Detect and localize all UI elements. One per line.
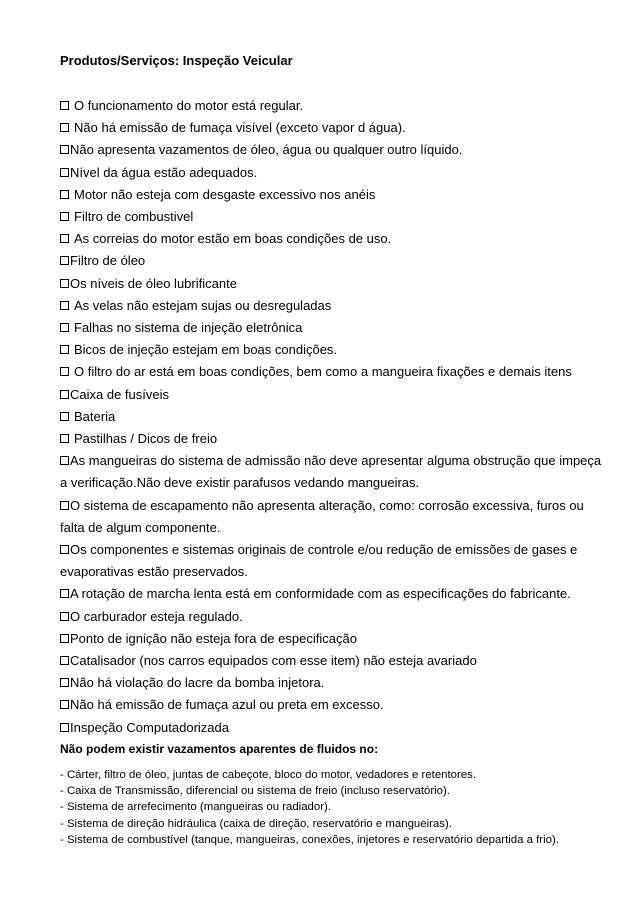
checklist-item-text: Os componentes e sistemas originais de controle e/ou redução de emissões de gases e evaporativas estão preservados. — [60, 542, 578, 580]
page-title: Produtos/Serviços: Inspeção Veicular — [60, 53, 293, 68]
checkbox-icon[interactable] — [60, 656, 69, 665]
checkbox-icon[interactable] — [60, 612, 69, 621]
checkbox-icon[interactable] — [60, 212, 69, 221]
checkbox-icon[interactable] — [60, 501, 69, 510]
checklist-item — [60, 250, 608, 272]
checkbox-icon[interactable] — [60, 589, 69, 598]
checklist-item-text: Inspeção Computadorizada — [70, 719, 229, 735]
checklist-item-text: Os níveis de óleo lubrificante — [70, 275, 237, 291]
checkbox-icon[interactable] — [60, 145, 69, 154]
checklist-item-text: As mangueiras do sistema de admissão não deve apresentar alguma obstrução que impeça a verificação.Não deve existir parafusos vedando mangueiras. — [60, 453, 602, 491]
leak-item: - Sistema de direção hidráulica (caixa de direção, reservatório e mangueiras). — [60, 817, 452, 830]
checklist-item-text: O funcionamento do motor está regular. — [74, 98, 304, 113]
checklist-item-text: A rotação de marcha lenta está em conformidade com as especificações do fabricante. — [70, 586, 571, 602]
checkbox-icon[interactable] — [60, 101, 69, 110]
checklist-item — [60, 206, 608, 228]
leak-item: - Caixa de Transmissão, diferencial ou sistema de freio (incluso reservatório). — [60, 785, 450, 798]
checklist-item-text: Catalisador (nos carros equipados com esse item) não esteja avariado — [70, 653, 477, 669]
checklist-item — [60, 428, 608, 450]
checkbox-icon[interactable] — [60, 345, 69, 354]
checklist-item-text: Nível da água estão adequados. — [70, 164, 258, 180]
checklist-item — [60, 228, 608, 250]
checklist-item — [60, 539, 608, 583]
leak-item: - Sistema de arrefecimento (mangueiras ou radiador). — [60, 801, 331, 814]
checklist-item — [60, 117, 608, 139]
checklist-item — [60, 162, 608, 184]
checklist-item — [60, 184, 608, 206]
checklist-item-text: As velas não estejam sujas ou desreguladas — [74, 297, 332, 313]
checklist-item — [60, 450, 608, 494]
checkbox-icon[interactable] — [60, 390, 69, 399]
checkbox-icon[interactable] — [60, 323, 69, 332]
leaks-heading: Não podem existir vazamentos aparentes de fluidos no: — [60, 741, 379, 756]
checklist-item-text: O filtro do ar está em boas condições, bem como a mangueira fixações e demais itens — [74, 364, 572, 380]
checkbox-icon[interactable] — [60, 634, 69, 643]
checkbox-icon[interactable] — [60, 301, 69, 310]
checklist-item — [60, 606, 608, 628]
checklist-item — [60, 694, 608, 716]
checklist-item-text: O sistema de escapamento não apresenta alteração, como: corrosão excessiva, furos ou falta de algum componente. — [60, 497, 584, 535]
leak-item: - Sistema de combustível (tanque, mangueiras, conexões, injetores e reservatório departida a frio). — [60, 833, 559, 846]
checklist-item-text: Ponto de ignição não esteja fora de especificação — [70, 630, 357, 646]
checkbox-icon[interactable] — [60, 700, 69, 709]
checklist-item-text: Não há violação do lacre da bomba injetora. — [70, 675, 325, 691]
checkbox-icon[interactable] — [60, 456, 69, 465]
checkbox-icon[interactable] — [60, 367, 69, 376]
checklist-item-text: As correias do motor estão em boas condições de uso. — [74, 231, 392, 247]
checklist-item — [60, 650, 608, 672]
checklist-item — [60, 672, 608, 694]
checklist-item-text: Pastilhas / Dicos de freio — [74, 431, 218, 447]
checkbox-icon[interactable] — [60, 190, 69, 199]
leak-item: - Cárter, filtro de óleo, juntas de cabeçote, bloco do motor, vedadores e retentores. — [60, 768, 476, 781]
checklist-item-text: Filtro de combustivel — [74, 209, 194, 225]
checklist-item-text: Filtro de óleo — [70, 253, 146, 269]
checkbox-icon[interactable] — [60, 234, 69, 243]
checklist-item — [60, 361, 608, 383]
checklist-item — [60, 273, 608, 295]
checklist-item-text: Não há emissão de fumaça visível (exceto vapor d água). — [74, 120, 406, 136]
checkbox-icon[interactable] — [60, 678, 69, 687]
checkbox-icon[interactable] — [60, 412, 69, 421]
checklist-item-text: O carburador esteja regulado. — [70, 608, 243, 624]
checklist-item — [60, 717, 608, 739]
checklist-item — [60, 339, 608, 361]
checklist-item — [60, 583, 608, 605]
checklist-item — [60, 139, 608, 161]
checklist-item — [60, 317, 608, 339]
checkbox-icon[interactable] — [60, 123, 69, 132]
checklist-item — [60, 295, 608, 317]
checklist-item-text: Não apresenta vazamentos de óleo, água ou qualquer outro líquido. — [70, 142, 463, 158]
checklist-item-text: Bicos de injeção estejam em boas condições. — [74, 342, 338, 358]
checkbox-icon[interactable] — [60, 168, 69, 177]
inspection-checklist — [60, 95, 608, 739]
checklist-item-text: Caixa de fusíveis — [70, 386, 169, 402]
checkbox-icon[interactable] — [60, 545, 69, 554]
checklist-item — [60, 406, 608, 428]
checklist-item-text: Motor não esteja com desgaste excessivo nos anéis — [74, 186, 376, 202]
checklist-item-text: Bateria — [74, 408, 116, 424]
checklist-item — [60, 495, 608, 539]
checklist-item-text: Não há emissão de fumaça azul ou preta em excesso. — [70, 697, 384, 713]
checkbox-icon[interactable] — [60, 723, 69, 732]
checklist-item — [60, 628, 608, 650]
checklist-item — [60, 384, 608, 406]
checkbox-icon[interactable] — [60, 434, 69, 443]
checkbox-icon[interactable] — [60, 256, 69, 265]
checkbox-icon[interactable] — [60, 279, 69, 288]
document-page — [60, 53, 608, 848]
checklist-item-text: Falhas no sistema de injeção eletrônica — [74, 320, 303, 336]
leaks-list — [60, 767, 608, 848]
checklist-item — [60, 95, 608, 117]
